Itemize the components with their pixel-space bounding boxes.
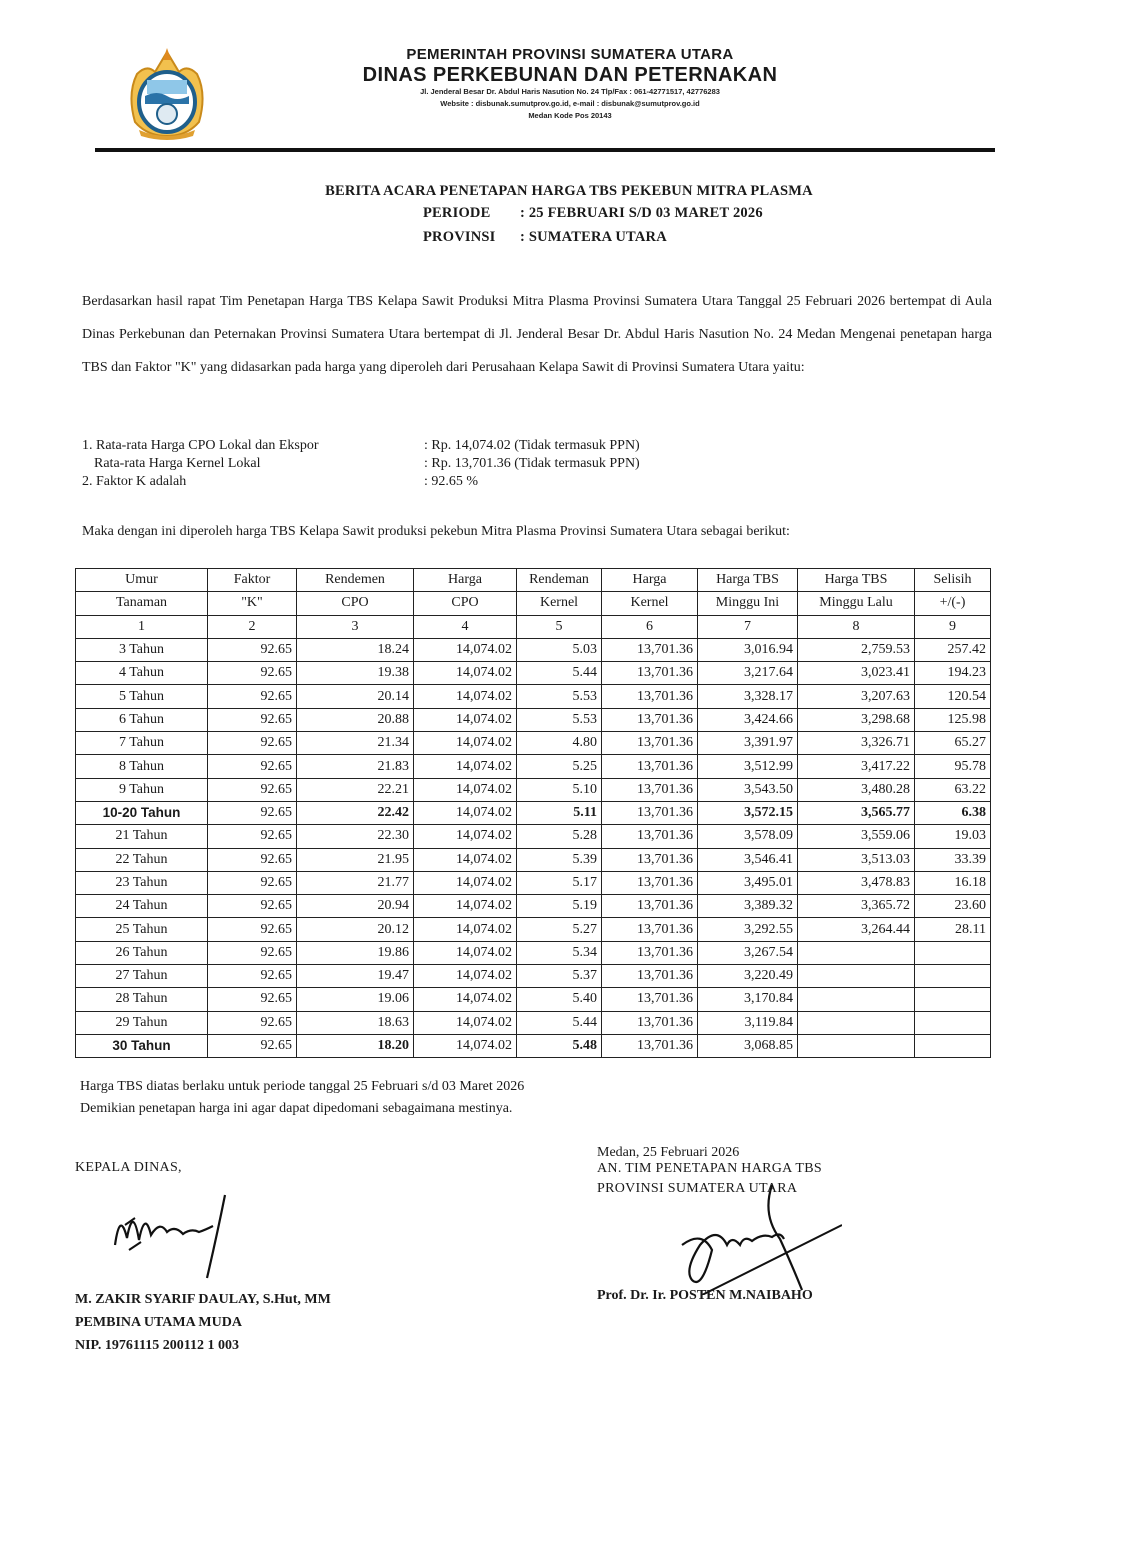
tbs-this-week-cell: 3,578.09 — [698, 825, 798, 848]
harga-kernel-cell: 13,701.36 — [602, 871, 698, 894]
difference-cell — [915, 1034, 991, 1057]
kernel-price-label: Rata-rata Harga Kernel Lokal — [94, 456, 261, 471]
table-row — [76, 801, 991, 824]
header-cell: Selisih — [915, 569, 991, 592]
table-row — [76, 871, 991, 894]
rendemen-kernel-cell: 5.10 — [517, 778, 602, 801]
periode-label: PERIODE — [423, 205, 491, 221]
intro-paragraph: Berdasarkan hasil rapat Tim Penetapan Harga TBS Kelapa Sawit Produksi Mitra Plasma Provinsi Sumatera Utara Tanggal 25 Februari 2026 bertempat di Aula Dinas Perkebunan dan Peternakan Provinsi Sumatera Utara bertempat di Jl. Jenderal Besar Dr. Abdul Haris Nasution No. 24 Medan Mengenai penetapan harga TBS dan Faktor "K" yang didasarkan pada harga yang diperoleh dari Perusahaan Kelapa Sawit di Provinsi Sumatera Utara yaitu: — [82, 294, 992, 375]
harga-kernel-cell: 13,701.36 — [602, 941, 698, 964]
faktor-k-cell: 92.65 — [208, 755, 297, 778]
provinsi-label: PROVINSI — [423, 229, 496, 245]
harga-cpo-cell: 14,074.02 — [414, 708, 517, 731]
tbs-this-week-cell: 3,572.15 — [698, 801, 798, 824]
age-cell: 7 Tahun — [76, 732, 208, 755]
signer-role: KEPALA DINAS, — [75, 1160, 182, 1175]
column-number: 5 — [517, 615, 602, 638]
difference-cell: 120.54 — [915, 685, 991, 708]
harga-kernel-cell: 13,701.36 — [602, 638, 698, 661]
periode-line — [423, 205, 763, 227]
document-title-block — [0, 183, 1138, 245]
header-cell: Umur — [76, 569, 208, 592]
letterhead-text — [245, 46, 895, 122]
rendemen-kernel-cell: 4.80 — [517, 732, 602, 755]
table-row — [76, 988, 991, 1011]
harga-cpo-cell: 14,074.02 — [414, 941, 517, 964]
rendemen-kernel-cell: 5.53 — [517, 708, 602, 731]
rendemen-cpo-cell: 20.12 — [297, 918, 414, 941]
harga-kernel-cell: 13,701.36 — [602, 1011, 698, 1034]
signer-name: Prof. Dr. Ir. POSTEN M.NAIBAHO — [597, 1288, 813, 1303]
harga-kernel-cell: 13,701.36 — [602, 988, 698, 1011]
difference-cell — [915, 941, 991, 964]
harga-kernel-cell: 13,701.36 — [602, 825, 698, 848]
tbs-last-week-cell: 3,298.68 — [798, 708, 915, 731]
rendemen-cpo-cell: 19.06 — [297, 988, 414, 1011]
tbs-this-week-cell: 3,016.94 — [698, 638, 798, 661]
tbs-last-week-cell: 3,264.44 — [798, 918, 915, 941]
rendemen-kernel-cell: 5.34 — [517, 941, 602, 964]
rendemen-cpo-cell: 21.83 — [297, 755, 414, 778]
table-row — [76, 638, 991, 661]
closing-note: Demikian penetapan harga ini agar dapat dipedomani sebagaimana mestinya. — [80, 1101, 513, 1116]
table-row — [76, 918, 991, 941]
rendemen-kernel-cell: 5.28 — [517, 825, 602, 848]
kernel-price-row — [82, 455, 640, 473]
difference-cell: 95.78 — [915, 755, 991, 778]
rendemen-cpo-cell: 18.24 — [297, 638, 414, 661]
provincial-emblem-icon — [117, 44, 217, 140]
faktor-k-cell: 92.65 — [208, 708, 297, 731]
age-cell: 3 Tahun — [76, 638, 208, 661]
harga-kernel-cell: 13,701.36 — [602, 918, 698, 941]
difference-cell: 16.18 — [915, 871, 991, 894]
harga-cpo-cell: 14,074.02 — [414, 1011, 517, 1034]
tbs-this-week-cell: 3,267.54 — [698, 941, 798, 964]
tbs-last-week-cell — [798, 1034, 915, 1057]
age-cell: 6 Tahun — [76, 708, 208, 731]
difference-cell — [915, 1011, 991, 1034]
age-cell: 27 Tahun — [76, 965, 208, 988]
age-cell: 25 Tahun — [76, 918, 208, 941]
header-row-3 — [76, 615, 991, 638]
website-line: Website : disbunak.sumutprov.go.id, e-mail : disbunak@sumutprov.go.id — [440, 99, 700, 108]
difference-cell: 194.23 — [915, 662, 991, 685]
table-row — [76, 708, 991, 731]
signer-details — [75, 1288, 331, 1357]
rendemen-cpo-cell: 19.38 — [297, 662, 414, 685]
harga-kernel-cell: 13,701.36 — [602, 708, 698, 731]
tbs-last-week-cell: 3,478.83 — [798, 871, 915, 894]
difference-cell — [915, 988, 991, 1011]
header-cell: Minggu Ini — [698, 592, 798, 615]
header-cell: +/(-) — [915, 592, 991, 615]
periode-value: : 25 FEBRUARI S/D 03 MARET 2026 — [520, 205, 763, 221]
provinsi-line — [423, 229, 667, 251]
column-number: 4 — [414, 615, 517, 638]
harga-cpo-cell: 14,074.02 — [414, 965, 517, 988]
harga-kernel-cell: 13,701.36 — [602, 1034, 698, 1057]
rendemen-kernel-cell: 5.40 — [517, 988, 602, 1011]
header-cell: Kernel — [517, 592, 602, 615]
rendemen-cpo-cell: 21.95 — [297, 848, 414, 871]
tbs-last-week-cell — [798, 965, 915, 988]
column-number: 6 — [602, 615, 698, 638]
age-cell: 10-20 Tahun — [76, 801, 208, 824]
column-number: 3 — [297, 615, 414, 638]
table-row — [76, 965, 991, 988]
harga-cpo-cell: 14,074.02 — [414, 848, 517, 871]
rendemen-kernel-cell: 5.44 — [517, 1011, 602, 1034]
difference-cell — [915, 965, 991, 988]
harga-kernel-cell: 13,701.36 — [602, 685, 698, 708]
rendemen-cpo-cell: 19.86 — [297, 941, 414, 964]
table-row — [76, 895, 991, 918]
rendemen-kernel-cell: 5.44 — [517, 662, 602, 685]
tbs-this-week-cell: 3,495.01 — [698, 871, 798, 894]
table-body — [76, 638, 991, 1057]
harga-kernel-cell: 13,701.36 — [602, 848, 698, 871]
rendemen-cpo-cell: 19.47 — [297, 965, 414, 988]
signature-icon — [105, 1190, 265, 1280]
table-row — [76, 732, 991, 755]
tbs-this-week-cell: 3,512.99 — [698, 755, 798, 778]
rendemen-cpo-cell: 20.14 — [297, 685, 414, 708]
table-row — [76, 755, 991, 778]
rendemen-cpo-cell: 22.30 — [297, 825, 414, 848]
header-cell: "K" — [208, 592, 297, 615]
footer-text — [80, 1076, 524, 1120]
postal-line: Medan Kode Pos 20143 — [528, 111, 612, 120]
column-number: 1 — [76, 615, 208, 638]
age-cell: 26 Tahun — [76, 941, 208, 964]
age-cell: 21 Tahun — [76, 825, 208, 848]
tbs-last-week-cell: 3,365.72 — [798, 895, 915, 918]
letterhead-divider — [95, 148, 995, 152]
header-cell: Rendemen — [297, 569, 414, 592]
tbs-last-week-cell: 3,513.03 — [798, 848, 915, 871]
document-title: BERITA ACARA PENETAPAN HARGA TBS PEKEBUN MITRA PLASMA — [325, 183, 813, 199]
header-cell: Faktor — [208, 569, 297, 592]
faktor-k-cell: 92.65 — [208, 941, 297, 964]
difference-cell: 125.98 — [915, 708, 991, 731]
header-cell: Tanaman — [76, 592, 208, 615]
table-row — [76, 662, 991, 685]
header-cell: Harga TBS — [798, 569, 915, 592]
rendemen-cpo-cell: 22.42 — [297, 801, 414, 824]
rendemen-cpo-cell: 18.63 — [297, 1011, 414, 1034]
rendemen-kernel-cell: 5.03 — [517, 638, 602, 661]
table-row — [76, 825, 991, 848]
address-line: Jl. Jenderal Besar Dr. Abdul Haris Nasution No. 24 Tlp/Fax : 061-42771517, 42776283 — [420, 87, 720, 96]
harga-cpo-cell: 14,074.02 — [414, 895, 517, 918]
difference-cell: 63.22 — [915, 778, 991, 801]
kernel-price-value: : Rp. 13,701.36 (Tidak termasuk PPN) — [424, 456, 640, 471]
harga-cpo-cell: 14,074.02 — [414, 638, 517, 661]
age-cell: 29 Tahun — [76, 1011, 208, 1034]
header-row-2 — [76, 592, 991, 615]
validity-note: Harga TBS diatas berlaku untuk periode tanggal 25 Februari s/d 03 Maret 2026 — [80, 1079, 525, 1094]
age-cell: 5 Tahun — [76, 685, 208, 708]
header-row-1 — [76, 569, 991, 592]
tbs-last-week-cell: 3,565.77 — [798, 801, 915, 824]
rendemen-cpo-cell: 22.21 — [297, 778, 414, 801]
harga-cpo-cell: 14,074.02 — [414, 732, 517, 755]
signer-rank: PEMBINA UTAMA MUDA — [75, 1315, 242, 1330]
tbs-this-week-cell: 3,292.55 — [698, 918, 798, 941]
tbs-this-week-cell: 3,328.17 — [698, 685, 798, 708]
tbs-this-week-cell: 3,391.97 — [698, 732, 798, 755]
table-row — [76, 778, 991, 801]
age-cell: 8 Tahun — [76, 755, 208, 778]
government-name: PEMERINTAH PROVINSI SUMATERA UTARA — [406, 46, 734, 63]
faktor-k-value: : 92.65 % — [424, 474, 479, 489]
harga-kernel-cell: 13,701.36 — [602, 801, 698, 824]
tbs-this-week-cell: 3,543.50 — [698, 778, 798, 801]
provinsi-value: : SUMATERA UTARA — [520, 229, 667, 245]
tbs-this-week-cell: 3,068.85 — [698, 1034, 798, 1057]
faktor-k-cell: 92.65 — [208, 778, 297, 801]
harga-kernel-cell: 13,701.36 — [602, 662, 698, 685]
cpo-price-value: : Rp. 14,074.02 (Tidak termasuk PPN) — [424, 438, 640, 453]
rendemen-cpo-cell: 20.94 — [297, 895, 414, 918]
tbs-this-week-cell: 3,389.32 — [698, 895, 798, 918]
signer-role-line1: AN. TIM PENETAPAN HARGA TBS — [597, 1161, 822, 1176]
rendemen-cpo-cell: 20.88 — [297, 708, 414, 731]
faktor-k-cell: 92.65 — [208, 848, 297, 871]
faktor-k-cell: 92.65 — [208, 732, 297, 755]
harga-kernel-cell: 13,701.36 — [602, 895, 698, 918]
harga-kernel-cell: 13,701.36 — [602, 755, 698, 778]
signer-nip: NIP. 19761115 200112 1 003 — [75, 1338, 240, 1353]
rendemen-kernel-cell: 5.19 — [517, 895, 602, 918]
rendemen-kernel-cell: 5.39 — [517, 848, 602, 871]
signature-icon — [672, 1175, 842, 1295]
column-number: 8 — [798, 615, 915, 638]
rendemen-kernel-cell: 5.53 — [517, 685, 602, 708]
faktor-k-cell: 92.65 — [208, 638, 297, 661]
tbs-last-week-cell: 3,480.28 — [798, 778, 915, 801]
header-cell: Harga — [414, 569, 517, 592]
tbs-last-week-cell: 3,417.22 — [798, 755, 915, 778]
rendemen-kernel-cell: 5.25 — [517, 755, 602, 778]
age-cell: 28 Tahun — [76, 988, 208, 1011]
place-date: Medan, 25 Februari 2026 — [597, 1145, 740, 1160]
tbs-this-week-cell: 3,170.84 — [698, 988, 798, 1011]
column-number: 2 — [208, 615, 297, 638]
difference-cell: 33.39 — [915, 848, 991, 871]
faktor-k-cell: 92.65 — [208, 895, 297, 918]
harga-kernel-cell: 13,701.36 — [602, 778, 698, 801]
column-number: 7 — [698, 615, 798, 638]
rendemen-kernel-cell: 5.37 — [517, 965, 602, 988]
signature-block-right — [597, 1145, 822, 1303]
tbs-last-week-cell — [798, 941, 915, 964]
price-summary — [82, 437, 640, 491]
tbs-this-week-cell: 3,220.49 — [698, 965, 798, 988]
table-row — [76, 1034, 991, 1057]
tbs-this-week-cell: 3,424.66 — [698, 708, 798, 731]
faktor-k-cell: 92.65 — [208, 988, 297, 1011]
harga-cpo-cell: 14,074.02 — [414, 685, 517, 708]
difference-cell: 23.60 — [915, 895, 991, 918]
rendemen-kernel-cell: 5.17 — [517, 871, 602, 894]
harga-cpo-cell: 14,074.02 — [414, 755, 517, 778]
department-name: DINAS PERKEBUNAN DAN PETERNAKAN — [362, 64, 778, 86]
tbs-last-week-cell: 3,023.41 — [798, 662, 915, 685]
rendemen-kernel-cell: 5.11 — [517, 801, 602, 824]
age-cell: 24 Tahun — [76, 895, 208, 918]
header-cell: CPO — [414, 592, 517, 615]
header-cell: Harga — [602, 569, 698, 592]
header-cell: Minggu Lalu — [798, 592, 915, 615]
rendemen-kernel-cell: 5.48 — [517, 1034, 602, 1057]
harga-cpo-cell: 14,074.02 — [414, 1034, 517, 1057]
faktor-k-cell: 92.65 — [208, 1034, 297, 1057]
rendemen-kernel-cell: 5.27 — [517, 918, 602, 941]
letterhead — [95, 38, 995, 150]
harga-cpo-cell: 14,074.02 — [414, 662, 517, 685]
difference-cell: 257.42 — [915, 638, 991, 661]
harga-cpo-cell: 14,074.02 — [414, 801, 517, 824]
age-cell: 30 Tahun — [76, 1034, 208, 1057]
tbs-last-week-cell — [798, 988, 915, 1011]
table-header — [76, 569, 991, 639]
harga-cpo-cell: 14,074.02 — [414, 778, 517, 801]
faktor-k-cell: 92.65 — [208, 871, 297, 894]
age-cell: 23 Tahun — [76, 871, 208, 894]
difference-cell: 28.11 — [915, 918, 991, 941]
difference-cell: 6.38 — [915, 801, 991, 824]
difference-cell: 65.27 — [915, 732, 991, 755]
tbs-last-week-cell — [798, 1011, 915, 1034]
table-row — [76, 1011, 991, 1034]
table-row — [76, 685, 991, 708]
signature-block-left — [75, 1160, 331, 1353]
header-cell: Kernel — [602, 592, 698, 615]
column-number: 9 — [915, 615, 991, 638]
faktor-k-cell: 92.65 — [208, 825, 297, 848]
harga-cpo-cell: 14,074.02 — [414, 825, 517, 848]
faktor-k-cell: 92.65 — [208, 662, 297, 685]
rendemen-cpo-cell: 21.77 — [297, 871, 414, 894]
tbs-last-week-cell: 2,759.53 — [798, 638, 915, 661]
faktor-k-label: 2. Faktor K adalah — [82, 474, 187, 489]
faktor-k-cell: 92.65 — [208, 1011, 297, 1034]
faktor-k-cell: 92.65 — [208, 801, 297, 824]
rendemen-cpo-cell: 18.20 — [297, 1034, 414, 1057]
table-row — [76, 941, 991, 964]
tbs-this-week-cell: 3,217.64 — [698, 662, 798, 685]
tbs-this-week-cell: 3,546.41 — [698, 848, 798, 871]
header-cell: Harga TBS — [698, 569, 798, 592]
tbs-last-week-cell: 3,326.71 — [798, 732, 915, 755]
cpo-price-label: 1. Rata-rata Harga CPO Lokal dan Ekspor — [82, 438, 319, 453]
tbs-this-week-cell: 3,119.84 — [698, 1011, 798, 1034]
faktor-k-row — [82, 473, 640, 491]
age-cell: 22 Tahun — [76, 848, 208, 871]
tbs-price-table — [75, 568, 991, 1058]
harga-cpo-cell: 14,074.02 — [414, 871, 517, 894]
faktor-k-cell: 92.65 — [208, 918, 297, 941]
header-cell: CPO — [297, 592, 414, 615]
signer-role-line2: PROVINSI SUMATERA UTARA — [597, 1181, 798, 1196]
age-cell: 4 Tahun — [76, 662, 208, 685]
rendemen-cpo-cell: 21.34 — [297, 732, 414, 755]
faktor-k-cell: 92.65 — [208, 965, 297, 988]
difference-cell: 19.03 — [915, 825, 991, 848]
harga-cpo-cell: 14,074.02 — [414, 988, 517, 1011]
harga-kernel-cell: 13,701.36 — [602, 965, 698, 988]
faktor-k-cell: 92.65 — [208, 685, 297, 708]
tbs-last-week-cell: 3,559.06 — [798, 825, 915, 848]
signer-name: M. ZAKIR SYARIF DAULAY, S.Hut, MM — [75, 1292, 331, 1307]
tbs-last-week-cell: 3,207.63 — [798, 685, 915, 708]
header-cell: Rendeman — [517, 569, 602, 592]
age-cell: 9 Tahun — [76, 778, 208, 801]
table-row — [76, 848, 991, 871]
cpo-price-row — [82, 437, 640, 455]
harga-kernel-cell: 13,701.36 — [602, 732, 698, 755]
table-intro: Maka dengan ini diperoleh harga TBS Kelapa Sawit produksi pekebun Mitra Plasma Provinsi Sumatera Utara sebagai berikut: — [82, 524, 790, 539]
harga-cpo-cell: 14,074.02 — [414, 918, 517, 941]
